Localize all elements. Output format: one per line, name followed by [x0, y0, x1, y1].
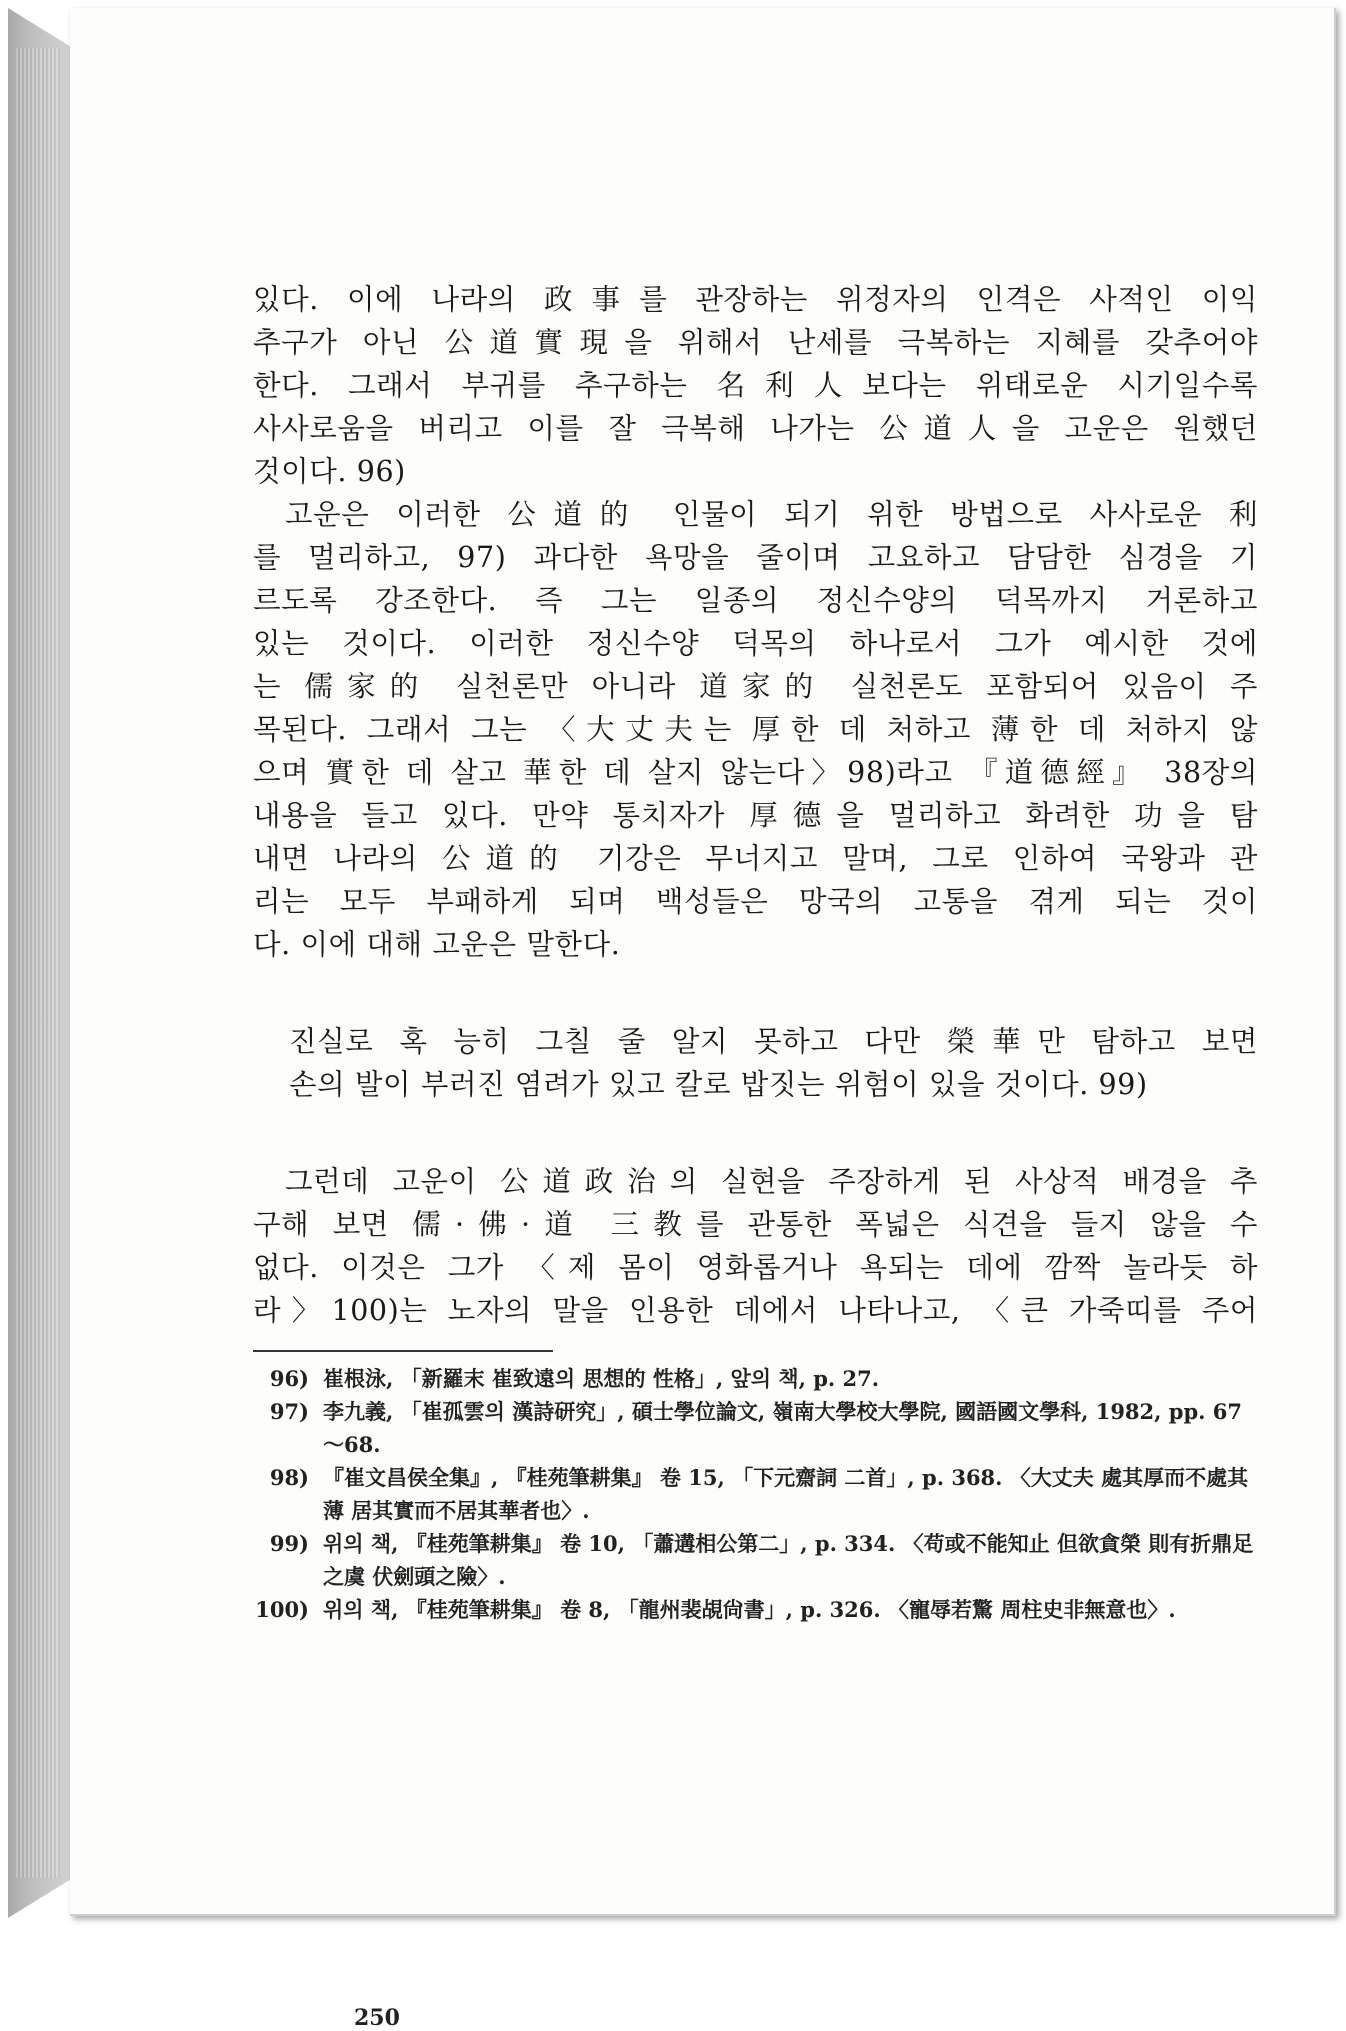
footnote-text: 李九義, 「崔孤雲의 漢詩研究」, 碩士學位論文, 嶺南大學校大學院, 國語國文學科, 1982, pp. 67～68.	[323, 1399, 1242, 1457]
paragraph-3	[253, 1160, 1258, 1332]
text-line: 없다. 이것은 그가 〈제 몸이 영화롭거나 욕되는 데에 깜짝 놀라듯 하	[253, 1251, 1258, 1284]
book-page	[70, 8, 1336, 2031]
text-line: 르도록 강조한다. 즉 그는 일종의 정신수양의 덕목까지 거론하고	[253, 584, 1258, 617]
text-line: 를 멀리하고, 97) 과다한 욕망을 줄이며 고요하고 담담한 심경을 기	[253, 541, 1258, 574]
paragraph-1	[253, 278, 1258, 493]
text-line: 것이다. 96)	[253, 455, 406, 488]
footnote-number: 96)	[269, 1366, 309, 1391]
footnote	[253, 1395, 1258, 1461]
text-line: 내용을 들고 있다. 만약 통치자가 厚德을 멀리하고 화려한 功을 탐	[253, 799, 1258, 832]
footnote-text: 위의 책, 『桂苑筆耕集』 卷 10, 「蕭遘相公第二」, p. 334. 〈苟或不能知止 但欲貪榮 則有折鼎足之虞 伏劍頭之險〉.	[323, 1531, 1254, 1589]
footnote-number: 98)	[269, 1465, 309, 1490]
paragraph-2	[253, 493, 1258, 966]
text-line: 있다. 이에 나라의 政事를 관장하는 위정자의 인격은 사적인 이익	[253, 283, 1258, 316]
text-line: 추구가 아닌 公道實現을 위해서 난세를 극복하는 지혜를 갖추어야	[253, 326, 1258, 359]
page-content	[253, 278, 1258, 1626]
text-line: 사사로움을 버리고 이를 잘 극복해 나가는 公道人을 고운은 원했던	[253, 412, 1258, 445]
text-line: 한다. 그래서 부귀를 추구하는 名利人보다는 위태로운 시기일수록	[253, 369, 1258, 402]
footnote-text: 위의 책, 『桂苑筆耕集』 卷 8, 「龍州裴覘尙書」, p. 326. 〈寵辱若驚 周柱史非無意也〉.	[323, 1597, 1176, 1622]
text-line: 그런데 고운이 公道政治의 실현을 주장하게 된 사상적 배경을 추	[285, 1165, 1258, 1198]
footnotes	[253, 1362, 1258, 1626]
text-line: 는 儒家的 실천론만 아니라 道家的 실천론도 포함되어 있음이 주	[253, 670, 1258, 703]
text-line: 고운은 이러한 公道的 인물이 되기 위한 방법으로 사사로운 利	[285, 498, 1258, 531]
text-line: 리는 모두 부패하게 되며 백성들은 망국의 고통을 겪게 되는 것이	[253, 885, 1258, 918]
footnote-text: 『崔文昌侯全集』, 『桂苑筆耕集』 卷 15, 「下元齋詞 二首」, p. 368. 〈大丈夫 處其厚而不處其薄 居其實而不居其華者也〉.	[323, 1465, 1249, 1523]
quote-line: 손의 발이 부러진 염려가 있고 칼로 밥짓는 위험이 있을 것이다. 99)	[289, 1068, 1148, 1101]
block-quote	[253, 1020, 1258, 1106]
footnote	[253, 1461, 1258, 1527]
footnote	[253, 1593, 1258, 1626]
quote-line: 진실로 혹 능히 그칠 줄 알지 못하고 다만 榮華만 탐하고 보면	[289, 1025, 1258, 1058]
text-line: 구해 보면 儒·佛·道 三教를 관통한 폭넓은 식견을 들지 않을 수	[253, 1208, 1258, 1241]
book-side-edge	[8, 8, 70, 1918]
footnote-number: 100)	[255, 1597, 309, 1622]
footnote-number: 97)	[269, 1399, 309, 1424]
text-line: 있는 것이다. 이러한 정신수양 덕목의 하나로서 그가 예시한 것에	[253, 627, 1258, 660]
footnote	[253, 1527, 1258, 1593]
footnote	[253, 1362, 1258, 1395]
footnote-divider	[253, 1350, 553, 1352]
text-line: 목된다. 그래서 그는 〈大丈夫는 厚한 데 처하고 薄한 데 처하지 않	[253, 713, 1258, 746]
text-line: 으며 實한 데 살고 華한 데 살지 않는다〉98)라고 『道德經』 38장의	[253, 756, 1258, 789]
footnote-number: 99)	[269, 1531, 309, 1556]
page-number: 250	[354, 2005, 400, 2031]
footnote-text: 崔根泳, 「新羅末 崔致遠의 思想的 性格」, 앞의 책, p. 27.	[323, 1366, 880, 1391]
text-line: 내면 나라의 公道的 기강은 무너지고 말며, 그로 인하여 국왕과 관	[253, 842, 1258, 875]
text-line: 라〉100)는 노자의 말을 인용한 데에서 나타나고, 〈큰 가죽띠를 주어	[253, 1294, 1258, 1327]
text-line: 다. 이에 대해 고운은 말한다.	[253, 928, 621, 961]
